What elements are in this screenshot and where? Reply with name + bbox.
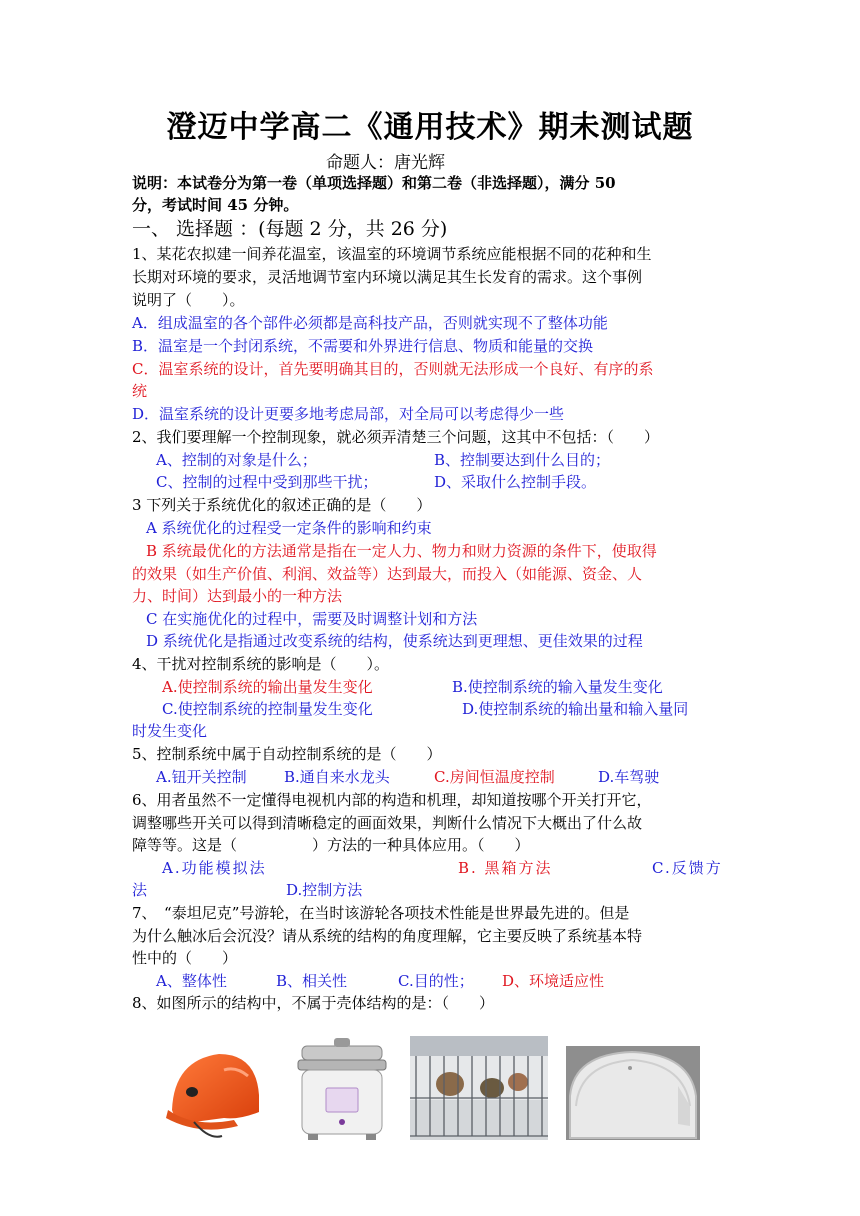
q5-option-d: D.车驾驶 xyxy=(598,768,660,786)
q2-option-c: C、控制的过程中受到那些干扰； xyxy=(156,473,378,491)
q4-option-d: D.使控制系统的输出量和输入量同 xyxy=(462,700,689,718)
q5-option-c: C.房间恒温度控制 xyxy=(434,768,555,786)
q4-option-a: A.使控制系统的输出量发生变化 xyxy=(162,678,373,696)
q2-line-1: 2、我们要理解一个控制现象，就必须弄清楚三个问题，这其中不包括：（ ） xyxy=(132,428,660,446)
q4-option-c: C.使控制系统的控制量发生变化 xyxy=(162,700,373,718)
q6-option-c: C.反馈方 xyxy=(652,859,723,877)
helmet-image xyxy=(164,1040,264,1145)
q1-option-c-cont: 统 xyxy=(132,382,148,400)
q5-option-b: B.通自来水龙头 xyxy=(284,768,390,786)
q1-option-b: B．温室是一个封闭系统，不需要和外界进行信息、物质和能量的交换 xyxy=(132,337,594,355)
q1-line-2: 长期对环境的要求，灵活地调节室内环境以满足其生长发育的需求。这个事例 xyxy=(132,268,643,286)
q4-line-1: 4、干扰对控制系统的影响是（ ）。 xyxy=(132,655,390,673)
q7-line-3: 性中的（ ） xyxy=(132,949,238,967)
q2-option-b: B、控制要达到什么目的； xyxy=(434,451,611,469)
q6-option-d: D.控制方法 xyxy=(286,881,363,899)
intro-line-2: 分，考试时间 45 分钟。 xyxy=(132,196,299,214)
q4-option-d-cont: 时发生变化 xyxy=(132,722,208,740)
q3-option-d: D 系统优化是指通过改变系统的结构，使系统达到更理想、更佳效果的过程 xyxy=(146,632,643,650)
q7-option-d: D、环境适应性 xyxy=(502,972,605,990)
q6-line-3: 障等等。这是（ ）方法的一种具体应用。（ ） xyxy=(132,836,530,854)
q1-line-3: 说明了（ ）。 xyxy=(132,291,245,309)
q1-option-c: C．温室系统的设计，首先要明确其目的，否则就无法形成一个良好、有序的系 xyxy=(132,360,654,378)
q2-option-a: A、控制的对象是什么； xyxy=(156,451,317,469)
section-heading: 一、 选择题 ：(每题 2 分，共 26 分) xyxy=(132,218,448,240)
q1-line-1: 1、某花农拟建一间养花温室，该温室的环境调节系统应能根据不同的花种和生 xyxy=(132,245,652,263)
q3-option-c: C 在实施优化的过程中，需要及时调整计划和方法 xyxy=(146,610,478,628)
q6-line-2: 调整哪些开关可以得到清晰稳定的画面效果，判断什么情况下大概出了什么故 xyxy=(132,814,643,832)
q7-option-c: C.目的性； xyxy=(398,972,474,990)
q8-line-1: 8、如图所示的结构中，不属于壳体结构的是：（ ） xyxy=(132,994,495,1012)
q3-option-b-cont-1: 的效果（如生产价值、利润、效益等）达到最大，而投入（如能源、资金、人 xyxy=(132,565,643,583)
rice-cooker-image xyxy=(292,1036,392,1146)
intro-line-1: 说明：本试卷分为第一卷（单项选择题）和第二卷（非选择题），满分 50 xyxy=(132,174,616,192)
q5-line-1: 5、控制系统中属于自动控制系统的是（ ） xyxy=(132,745,442,763)
shell-dome-image xyxy=(566,1046,700,1140)
q3-option-a: A 系统优化的过程受一定条件的影响和约束 xyxy=(146,519,432,537)
q2-option-d: D、采取什么控制手段。 xyxy=(434,473,597,491)
q7-line-2: 为什么触冰后会沉没？请从系统的结构的角度理解，它主要反映了系统基本特 xyxy=(132,927,643,945)
q5-option-a: A.钮开关控制 xyxy=(156,768,247,786)
q1-option-d: D．温室系统的设计更要多地考虑局部，对全局可以考虑得少一些 xyxy=(132,405,565,423)
q3-option-b: B 系统最优化的方法通常是指在一定人力、物力和财力资源的条件下，使取得 xyxy=(146,542,657,560)
q7-line-1: 7、 “泰坦尼克”号游轮，在当时该游轮各项技术性能是世界最先进的。但是 xyxy=(132,904,630,922)
q3-line-1: 3 下列关于系统优化的叙述正确的是（ ） xyxy=(132,496,432,514)
q8-pictures xyxy=(0,1032,860,1152)
q7-option-b: B、相关性 xyxy=(276,972,348,990)
q6-option-c-cont: 法 xyxy=(132,881,148,899)
q4-option-b: B.使控制系统的输入量发生变化 xyxy=(452,678,663,696)
author-line: 命题人：唐光辉 xyxy=(326,153,445,173)
page-title: 澄迈中学高二《通用技术》期未测试题 xyxy=(166,110,694,145)
q7-option-a: A、整体性 xyxy=(156,972,227,990)
q6-option-a: A.功能模拟法 xyxy=(162,859,267,877)
q3-option-b-cont-2: 力、时间）达到最小的一种方法 xyxy=(132,587,343,605)
q1-option-a: A．组成温室的各个部件必须都是高科技产品，否则就实现不了整体功能 xyxy=(132,314,608,332)
q6-option-b: B. 黑箱方法 xyxy=(458,859,553,877)
cage-image xyxy=(410,1036,548,1140)
q6-line-1: 6、用者虽然不一定懂得电视机内部的构造和机理，却知道按哪个开关打开它， xyxy=(132,791,652,809)
